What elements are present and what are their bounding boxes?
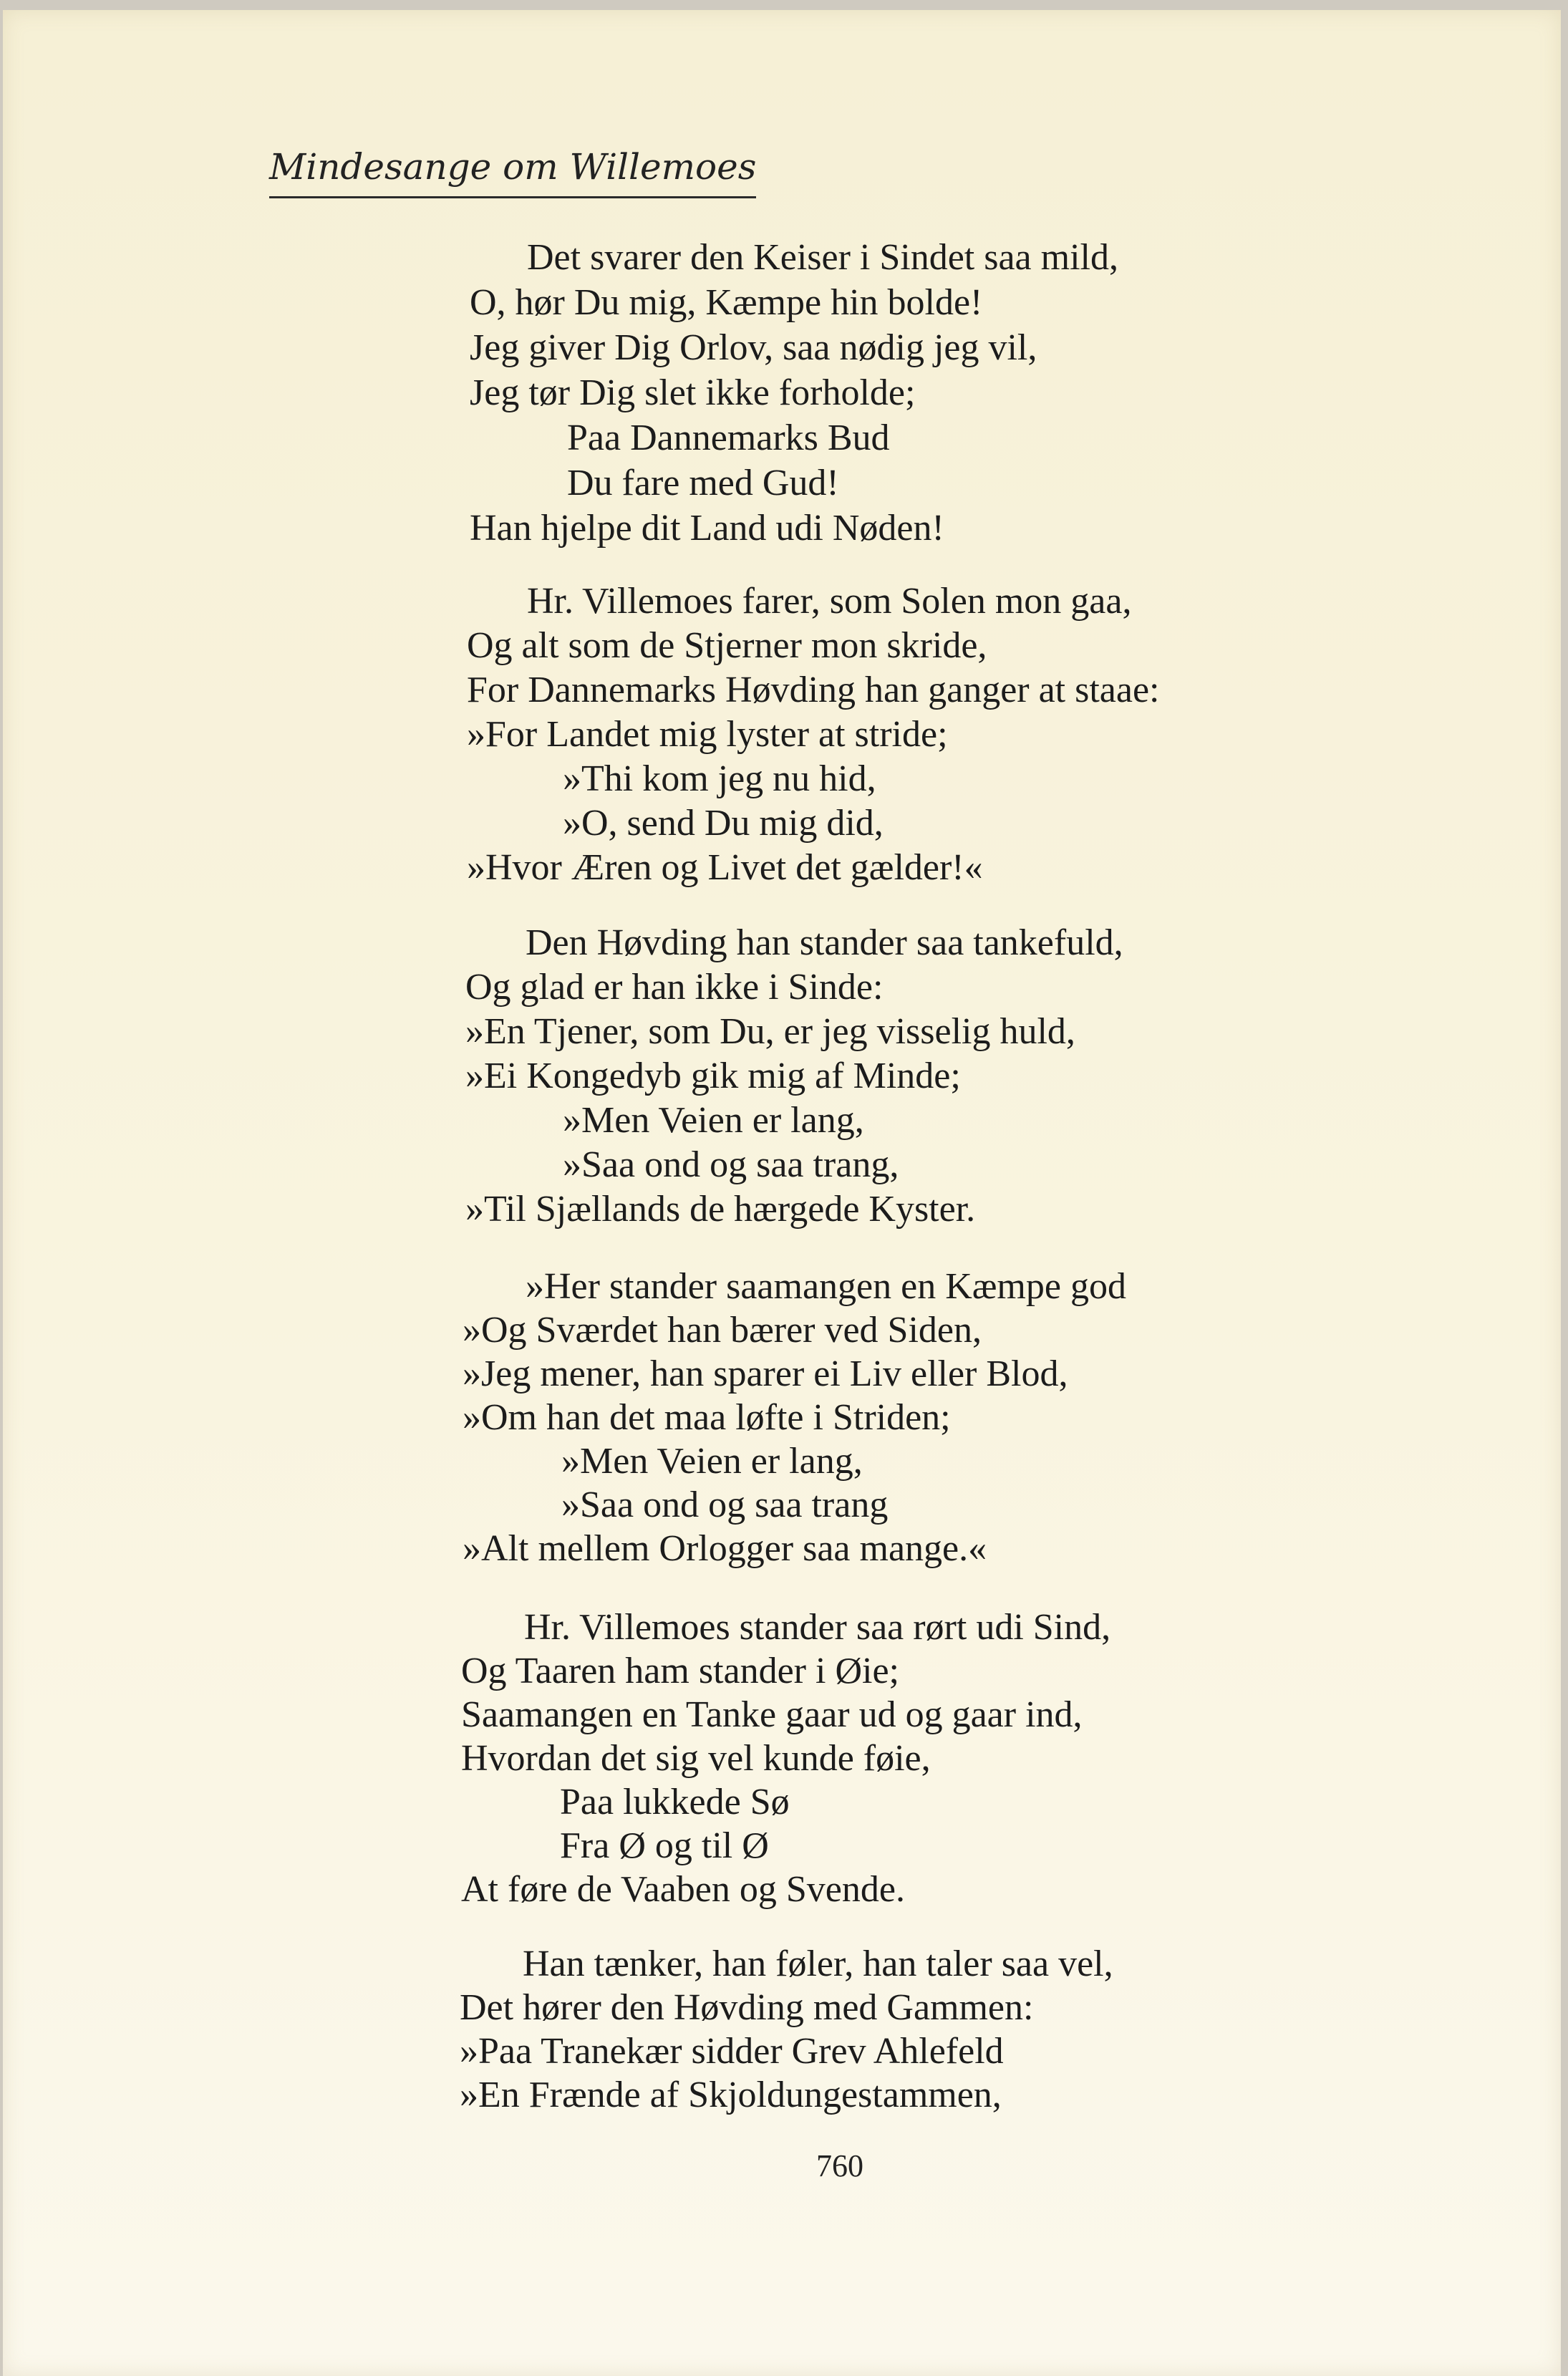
poem-line: »Her stander saamangen en Kæmpe god (526, 1266, 1126, 1307)
poem-line: Hr. Villemoes stander saa rørt udi Sind, (524, 1607, 1111, 1648)
poem-line: »Om han det maa løfte i Striden; (463, 1397, 951, 1438)
running-header: Mindesange om Willemoes (269, 146, 756, 198)
poem-line: »Men Veien er lang, (563, 1100, 864, 1141)
poem (3, 10, 1561, 2376)
poem-line: Du fare med Gud! (567, 463, 839, 503)
poem-line: »Saa ond og saa trang, (563, 1144, 899, 1185)
poem-line: O, hør Du mig, Kæmpe hin bolde! (470, 282, 983, 323)
poem-line: »For Landet mig lyster at stride; (467, 714, 948, 755)
poem-line: Og alt som de Stjerner mon skride, (467, 625, 987, 666)
poem-line: Fra Ø og til Ø (560, 1825, 769, 1866)
poem-line: »Men Veien er lang, (561, 1441, 863, 1482)
poem-line: At føre de Vaaben og Svende. (461, 1869, 905, 1910)
poem-line: »Hvor Æren og Livet det gælder!« (467, 847, 983, 888)
poem-line: Og Taaren ham stander i Øie; (461, 1651, 899, 1691)
poem-line: Han tænker, han føler, han taler saa vel, (523, 1943, 1113, 1984)
poem-line: Den Høvding han stander saa tankefuld, (526, 922, 1123, 963)
poem-line: Han hjelpe dit Land udi Nøden! (470, 508, 944, 549)
poem-line: Det svarer den Keiser i Sindet saa mild, (527, 237, 1118, 278)
page-number: 760 (816, 2148, 863, 2183)
book-page (3, 10, 1561, 2376)
poem-line: »Paa Tranekær sidder Grev Ahlefeld (460, 2031, 1004, 2072)
poem-line: »Alt mellem Orlogger saa mange.« (463, 1528, 987, 1569)
poem-line: Paa Dannemarks Bud (567, 417, 890, 458)
poem-line: Saamangen en Tanke gaar ud og gaar ind, (461, 1694, 1083, 1735)
poem-line: For Dannemarks Høvding han ganger at staae: (467, 670, 1160, 710)
poem-line: »Ei Kongedyb gik mig af Minde; (465, 1056, 961, 1096)
poem-line: Jeg tør Dig slet ikke forholde; (470, 372, 916, 413)
poem-line: Paa lukkede Sø (560, 1782, 790, 1822)
poem-line: Det hører den Høvding med Gammen: (460, 1987, 1034, 2028)
poem-line: Hr. Villemoes farer, som Solen mon gaa, (527, 581, 1132, 622)
poem-line: »Saa ond og saa trang (561, 1484, 889, 1525)
poem-line: Og glad er han ikke i Sinde: (465, 967, 884, 1008)
poem-line: Hvordan det sig vel kunde føie, (461, 1738, 931, 1779)
poem-line: »Thi kom jeg nu hid, (563, 758, 876, 799)
poem-line: »Jeg mener, han sparer ei Liv eller Blod, (463, 1353, 1068, 1394)
poem-line: »En Frænde af Skjoldungestammen, (460, 2075, 1002, 2115)
poem-line: »Og Sværdet han bærer ved Siden, (463, 1310, 982, 1351)
poem-line: Jeg giver Dig Orlov, saa nødig jeg vil, (470, 327, 1037, 368)
poem-line: »O, send Du mig did, (563, 803, 884, 844)
poem-line: »Til Sjællands de hærgede Kyster. (465, 1189, 976, 1230)
poem-line: »En Tjener, som Du, er jeg visselig huld, (465, 1011, 1075, 1052)
